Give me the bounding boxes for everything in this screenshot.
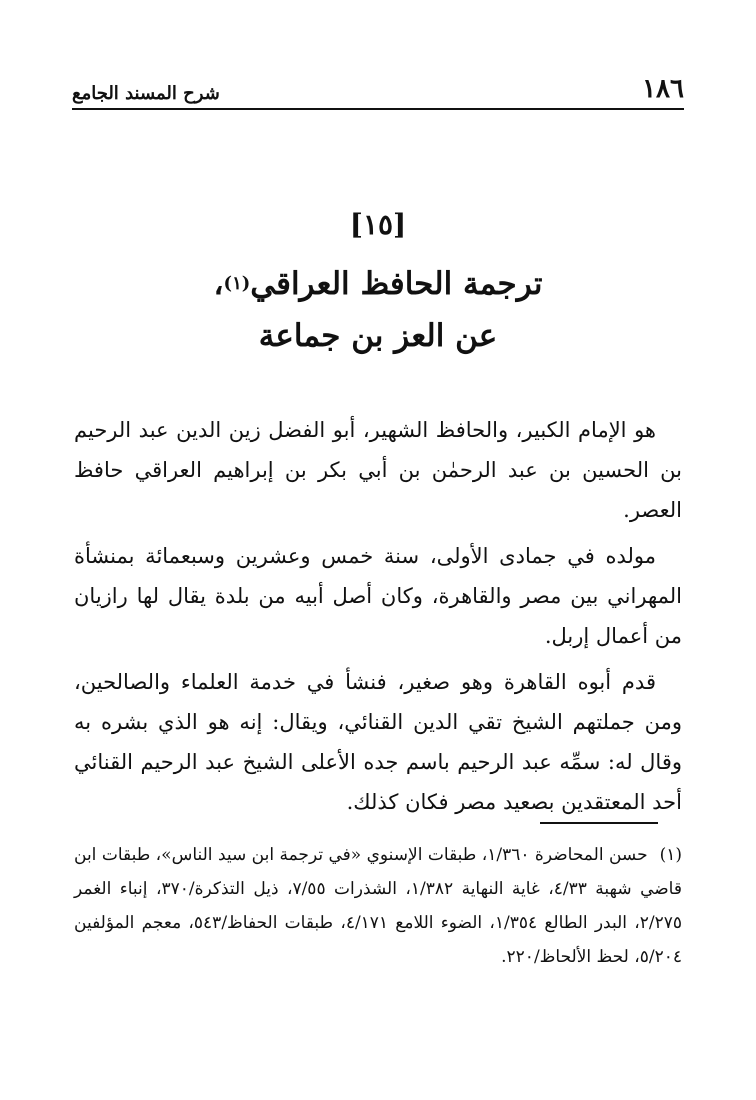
paragraph-2: مولده في جمادى الأولى، سنة خمس وعشرين وسبعمائة بمنشأة المهراني بين مصر والقاهرة، وكان أصل أبيه من بلدة يقال لها رازيان من أعمال إربل. <box>74 544 682 648</box>
page-number: ١٨٦ <box>642 74 684 104</box>
chapter-title-comma: ، <box>213 266 224 302</box>
footnote-divider <box>540 822 658 824</box>
running-title: شرح المسند الجامع <box>72 83 220 104</box>
footnote-reference[interactable]: (١) <box>223 273 251 294</box>
footnote-marker: (١) <box>659 845 683 865</box>
chapter-title <box>0 258 756 362</box>
chapter-number: [١٥] <box>349 208 407 241</box>
page-header <box>72 64 684 110</box>
footnote <box>74 838 682 974</box>
chapter-title-line2: عن العز بن جماعة <box>258 318 498 354</box>
chapter-title-text: ترجمة الحافظ العراقي <box>250 266 543 302</box>
chapter-title-line1 <box>0 258 756 310</box>
paragraph-3: قدم أبوه القاهرة وهو صغير، فنشأ في خدمة العلماء والصالحين، ومن جملتهم الشيخ تقي الدين القنائي، ويقال: إنه هو الذي بشره به وقال له: سمِّه عبد الرحيم باسم جده الأعلى الشيخ عبد الرحيم القنائي أحد المعتقدين بصعيد مصر فكان كذلك. <box>74 670 682 814</box>
body-text <box>74 410 682 828</box>
paragraph-1: هو الإمام الكبير، والحافظ الشهير، أبو الفضل زين الدين عبد الرحيم بن الحسين بن عبد الرحمٰن بن أبي بكر بن إبراهيم العراقي حافظ العصر. <box>74 418 682 522</box>
footnote-text: حسن المحاضرة ١/٣٦٠، طبقات الإسنوي «في ترجمة ابن سيد الناس»، طبقات ابن قاضي شهبة ٤/٣٣، غاية النهاية ١/٣٨٢، الشذرات ٧/٥٥، ذيل التذكرة/٣٧٠، إنباء الغمر ٢/٢٧٥، البدر الطالع ١/٣٥٤، الضوء اللامع ٤/١٧١، طبقات الحفاظ/٥٤٣، معجم المؤلفين ٥/٢٠٤، لحظ الألحاظ/٢٢٠. <box>74 845 682 967</box>
